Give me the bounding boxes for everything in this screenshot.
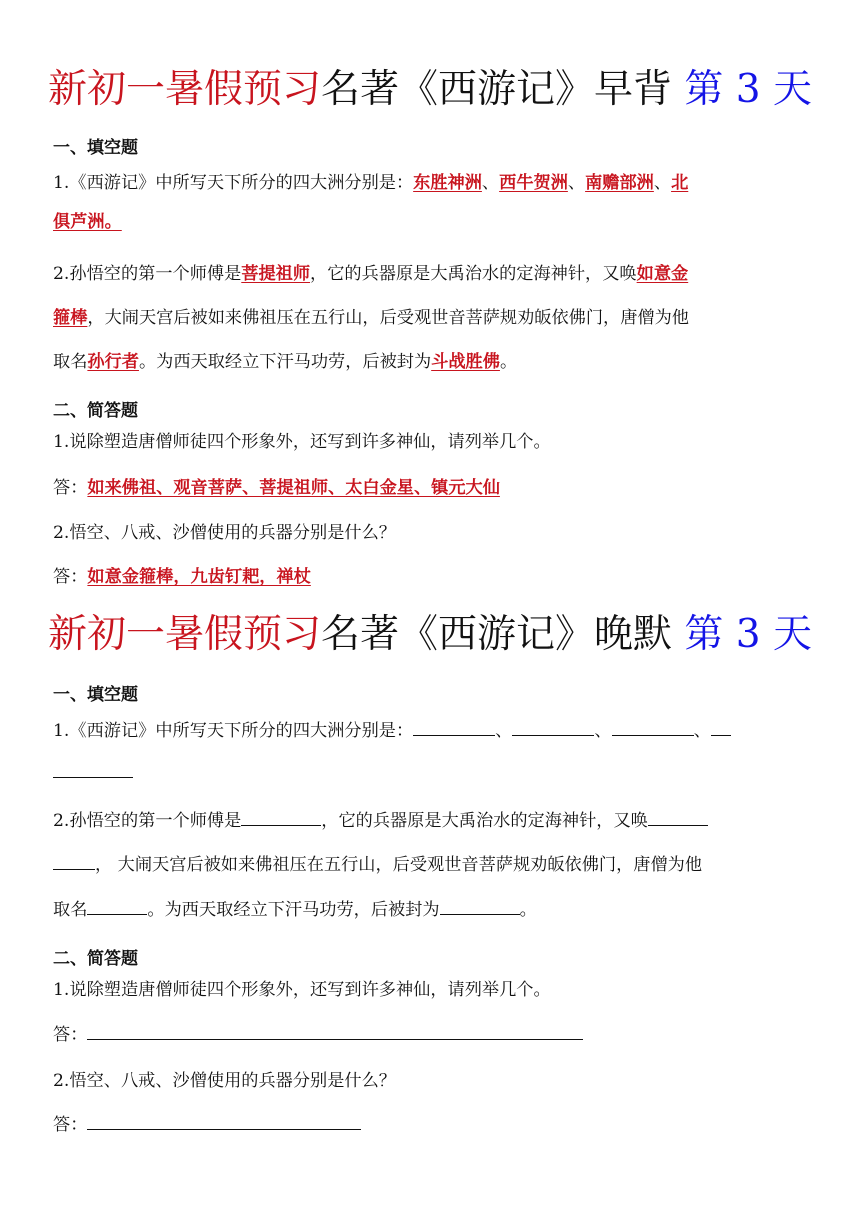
evening-s2-question-1: 1.说除塑造唐僧师徒四个形象外，还写到许多神仙，请列举几个。 [53,980,551,1000]
morning-s2-answer-2: 如意金箍棒，九齿钉耙，禅杖 [87,567,311,587]
evening-title-day: 第 3 天 [684,612,813,657]
evening-q1-blank-3[interactable] [612,718,694,736]
morning-q2-mid: ，它的兵器原是大禹治水的定海神针，又唤 [310,264,637,284]
morning-title [0,64,860,116]
morning-title-red: 新初一暑假预习 [47,67,321,112]
evening-q2-blank-3[interactable] [87,897,147,915]
morning-q2-line3-prefix: 取名 [53,352,88,372]
evening-q2-line1 [53,808,708,833]
morning-q2-line3 [53,350,517,374]
evening-q2-mid: ，它的兵器原是大禹治水的定海神针，又唤 [321,811,648,831]
evening-s2-answer-2-line [53,1112,361,1137]
morning-s2-answer-2-line [53,565,311,589]
morning-s2-question-2: 2.悟空、八戒、沙僧使用的兵器分别是什么？ [53,523,396,543]
evening-q2-blank-2-part1[interactable] [648,808,708,826]
evening-q1-line2 [53,760,133,785]
answer-label: 答： [53,1025,88,1045]
morning-q2-answer-2-part1: 如意金 [636,264,689,284]
answer-label: 答： [53,567,88,587]
morning-q1-line1 [53,171,688,195]
evening-s2-question-2: 2.悟空、八戒、沙僧使用的兵器分别是什么？ [53,1071,396,1091]
morning-q2-answer-4: 斗战胜佛 [431,352,500,372]
morning-q1-answer-4-part2: 俱芦洲。 [53,212,122,232]
morning-q2-answer-1: 菩提祖师 [241,264,311,284]
morning-q2-line1 [53,262,688,286]
evening-q1-blank-2[interactable] [512,718,594,736]
separator: 、 [495,721,513,741]
morning-q1-answer-4-part1: 北 [671,173,689,193]
evening-q1-blank-4-part1[interactable] [711,718,731,736]
evening-q2-line2-text: ， 大闹天宫后被如来佛祖压在五行山，后受观世音菩萨规劝皈依佛门，唐僧为他 [95,855,703,875]
evening-section-fill-blank: 一、填空题 [53,685,138,705]
evening-title-red: 新初一暑假预习 [47,612,321,657]
evening-s2-answer-1-blank[interactable] [87,1022,583,1040]
morning-q1-line2 [53,210,122,234]
evening-s2-answer-1-line [53,1022,583,1047]
evening-q2-line3-end: 。 [519,900,537,920]
morning-s2-answer-1-line [53,476,500,500]
morning-q2-prefix: 2.孙悟空的第一个师傅是 [53,264,242,284]
morning-q2-answer-3: 孙行者 [87,352,139,372]
morning-q1-answer-2: 西牛贺洲 [499,173,568,193]
separator: 、 [481,173,500,193]
evening-q2-line3 [53,897,537,922]
evening-q2-prefix: 2.孙悟空的第一个师傅是 [53,811,242,831]
evening-q2-blank-4[interactable] [440,897,520,915]
morning-q2-line2 [53,306,689,330]
morning-q2-line3-mid: 。为西天取经立下汗马功劳，后被封为 [138,352,432,372]
evening-s2-answer-2-blank[interactable] [87,1112,361,1130]
evening-section-short-answer: 二、简答题 [53,949,138,969]
separator: 、 [567,173,586,193]
answer-label: 答： [53,478,88,498]
morning-s2-answer-1: 如来佛祖、观音菩萨、菩提祖师、太白金星、镇元大仙 [87,478,500,498]
evening-q1-prefix: 1.《西游记》中所写天下所分的四大洲分别是： [53,721,414,741]
morning-s2-question-1: 1.说除塑造唐僧师徒四个形象外，还写到许多神仙，请列举几个。 [53,432,551,452]
evening-q1-blank-1[interactable] [413,718,495,736]
morning-q1-prefix: 1.《西游记》中所写天下所分的四大洲分别是： [53,173,414,193]
evening-q1-line1 [53,718,731,743]
morning-title-black: 名著《西游记》早背 [320,67,672,112]
morning-q2-line3-end: 。 [499,352,518,372]
morning-section-fill-blank: 一、填空题 [53,138,138,158]
evening-q2-line3-prefix: 取名 [53,900,88,920]
evening-title-black: 名著《西游记》晚默 [320,612,672,657]
evening-q2-line2 [53,852,702,877]
separator: 、 [693,721,711,741]
separator: 、 [653,173,672,193]
evening-q2-blank-2-part2[interactable] [53,852,95,870]
morning-title-day: 第 3 天 [684,67,813,112]
evening-q1-blank-4-part2[interactable] [53,760,133,778]
separator: 、 [594,721,612,741]
morning-q2-line2-text: ，大闹天宫后被如来佛祖压在五行山，后受观世音菩萨规劝皈依佛门，唐僧为他 [87,308,689,328]
morning-q1-answer-3: 南赡部洲 [585,173,654,193]
evening-q2-blank-1[interactable] [241,808,321,826]
morning-q1-answer-1: 东胜神洲 [413,173,482,193]
evening-q2-line3-mid: 。为西天取经立下汗马功劳，后被封为 [147,900,440,920]
morning-q2-answer-2-part2: 箍棒 [53,308,88,328]
evening-title [0,609,860,661]
morning-section-short-answer: 二、简答题 [53,401,138,421]
answer-label: 答： [53,1115,88,1135]
